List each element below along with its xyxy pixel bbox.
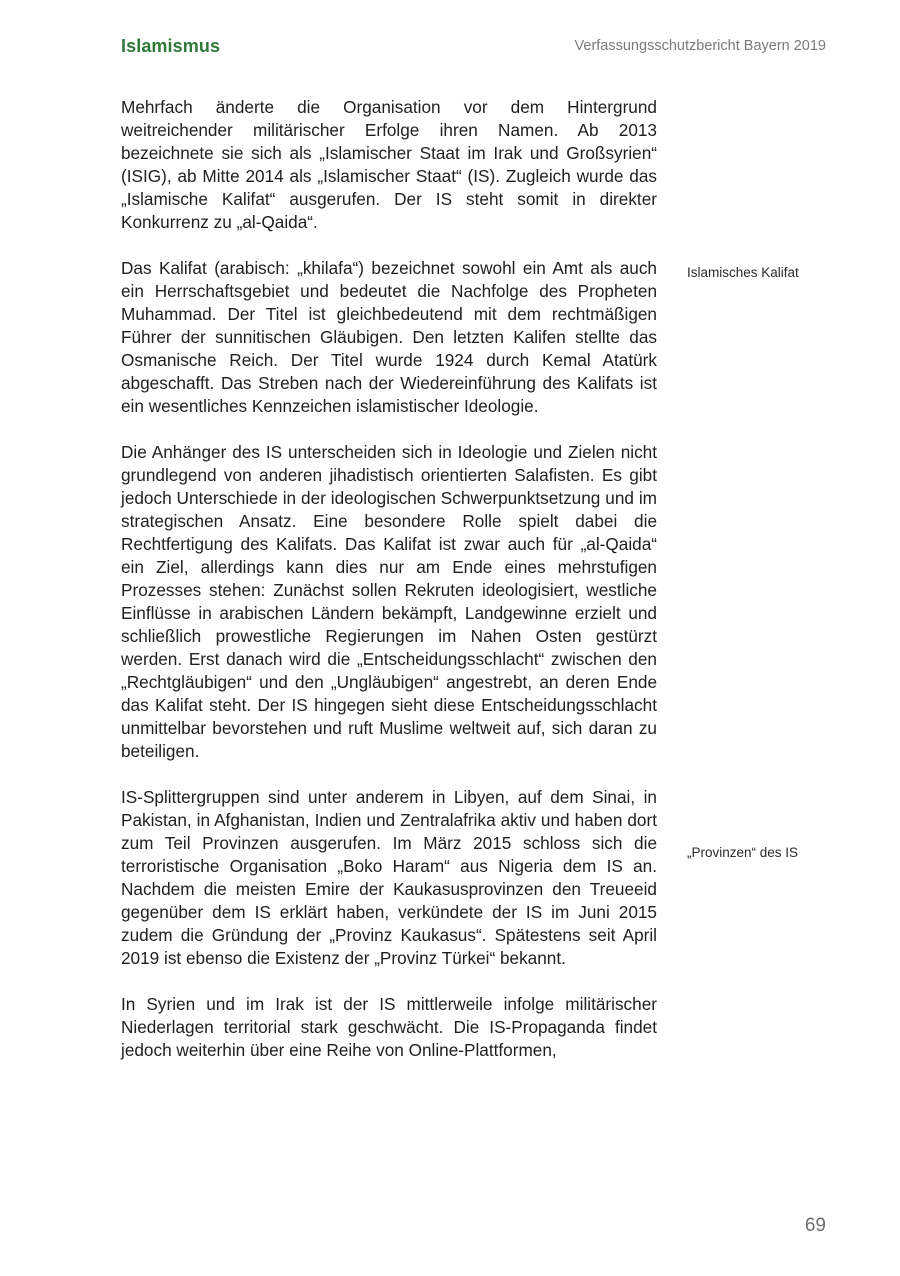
margin-note-provinces: „Provinzen“ des IS (687, 845, 799, 860)
page-number: 69 (804, 1215, 826, 1236)
body-text (121, 96, 657, 1085)
paragraph-name-changes: Mehrfach änderte die Organisation vor dem Hintergrund weitreichender militärischer Erfolge ihren Namen. Ab 2013 bezeichnete sie sich als „Islamischer Staat im Irak und Großsyrien“ (ISIG), ab Mitte 2014 als „Islamischer Staat“ (IS). Zugleich wurde das „Islamische Kalifat“ ausgerufen. Der IS steht somit in direkter Konkurrenz zu „al-Qaida“. (121, 97, 657, 232)
report-title: Verfassungsschutzbericht Bayern 2019 (574, 38, 826, 54)
paragraph-splinter-groups: IS-Splittergruppen sind unter anderem in Libyen, auf dem Sinai, in Pakistan, in Afghanistan, Indien und Zentralafrika aktiv und haben dort zum Teil Provinzen ausgerufen. Im März 2015 schloss sich die terroristische Organisation „Boko Haram“ aus Nigeria dem IS an. Nachdem die meisten Emire der Kaukasusprovinzen den Treueeid gegenüber dem IS erklärt haben, verkündete der IS im Juni 2015 zudem die Gründung der „Provinz Kaukasus“. Spätestens seit April 2019 ist ebenso die Existenz der „Provinz Türkei“ bekannt. (121, 787, 657, 968)
margin-note-islamic-caliphate: Islamisches Kalifat (687, 265, 799, 280)
paragraph-syria-iraq: In Syrien und im Irak ist der IS mittlerweile infolge militärischer Niederlagen territorial stark geschwächt. Die IS-Propaganda findet jedoch weiterhin über eine Reihe von Online-Plattformen, (121, 994, 657, 1060)
section-title: Islamismus (121, 36, 221, 56)
paragraph-caliphate-definition: Das Kalifat (arabisch: „khilafa“) bezeichnet sowohl ein Amt als auch ein Herrschaftsgebiet und bedeutet die Nachfolge des Propheten Muhammad. Der Titel ist gleichbedeutend mit dem rechtmäßigen Führer der sunnitischen Gläubigen. Den letzten Kalifen stellte das Osmanische Reich. Der Titel wurde 1924 durch Kemal Atatürk abgeschafft. Das Streben nach der Wiedereinführung des Kalifats ist ein wesentliches Kennzeichen islamistischer Ideologie. (121, 258, 657, 416)
paragraph-is-ideology: Die Anhänger des IS unterscheiden sich in Ideologie und Zielen nicht grundlegend von anderen jihadistisch orientierten Salafisten. Es gibt jedoch Unterschiede in der ideologischen Schwerpunktsetzung und im strategischen Ansatz. Eine besondere Rolle spielt dabei die Rechtfertigung des Kalifats. Das Kalifat ist zwar auch für „al-Qaida“ ein Ziel, allerdings kann dies nur am Ende eines mehrstufigen Prozesses stehen: Zunächst sollen Rekruten ideologisiert, westliche Einflüsse in arabischen Ländern bekämpft, Landgewinne erzielt und schließlich prowestliche Regierungen im Nahen Osten gestürzt werden. Erst danach wird die „Entscheidungsschlacht“ zwischen den „Rechtgläubigen“ und den „Ungläubigen“ angestrebt, an deren Ende das Kalifat steht. Der IS hingegen sieht diese Entscheidungsschlacht unmittelbar bevorstehen und ruft Muslime weltweit auf, sich daran zu beteiligen. (121, 442, 657, 761)
